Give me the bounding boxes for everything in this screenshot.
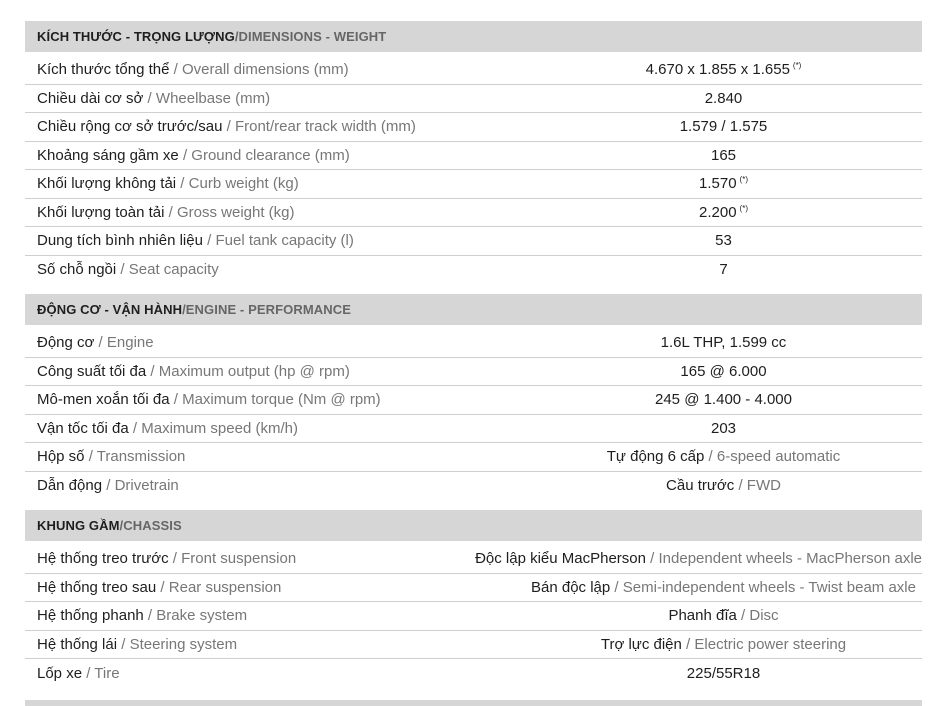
spec-value — [425, 607, 922, 624]
spec-label-vn: Hệ thống treo sau — [37, 578, 157, 596]
spec-row — [25, 113, 922, 142]
section-title-en: CHASSIS — [123, 518, 182, 533]
footnote-mark: (*) — [739, 203, 748, 213]
value-separator: / — [734, 477, 747, 495]
spec-label-en: Maximum speed (km/h) — [141, 419, 298, 437]
spec-row — [25, 631, 922, 660]
spec-value-en: Semi-independent wheels - Twist beam axle — [622, 578, 916, 596]
label-separator: / — [169, 61, 182, 79]
spec-value-main: 203 — [710, 419, 737, 437]
spec-label-en: Ground clearance (mm) — [191, 146, 350, 164]
spec-value-main: 165 @ 6.000 — [680, 362, 767, 380]
spec-value-main: 4.670 x 1.855 x 1.655 — [645, 61, 790, 79]
section-header — [25, 294, 922, 325]
spec-value — [425, 477, 922, 494]
spec-label — [25, 90, 425, 107]
value-separator: / — [704, 448, 717, 466]
label-separator: / — [168, 550, 182, 568]
spec-value — [425, 363, 922, 380]
label-separator: / — [156, 578, 169, 596]
spec-value-main: 225/55R18 — [686, 664, 761, 682]
spec-label-vn: Chiều rộng cơ sở trước/sau — [37, 118, 223, 136]
spec-label-en: Curb weight (kg) — [188, 175, 299, 193]
section-title-vn: KÍCH THƯỚC - TRỌNG LƯỢNG — [37, 29, 235, 44]
spec-value-main: 1.6L THP, 1.599 cc — [660, 334, 787, 352]
label-separator: / — [143, 89, 156, 107]
spec-label — [25, 448, 425, 465]
spec-label — [25, 61, 425, 78]
spec-value — [425, 118, 922, 135]
spec-row — [25, 227, 922, 256]
spec-label-en: Front/rear track width (mm) — [234, 118, 416, 136]
label-separator: / — [102, 477, 115, 495]
spec-row — [25, 443, 922, 472]
spec-label — [25, 391, 425, 408]
spec-label-vn: Động cơ — [37, 334, 95, 352]
spec-label-vn: Khối lượng không tải — [37, 175, 177, 193]
spec-label-vn: Số chỗ ngồi — [37, 261, 117, 279]
spec-label-vn: Khối lượng toàn tải — [37, 203, 165, 221]
footnote-mark: (*) — [792, 61, 802, 71]
spec-label — [25, 550, 375, 567]
title-separator: / — [119, 518, 124, 533]
section-header — [25, 510, 922, 541]
spec-row — [25, 199, 922, 228]
spec-value-en: Electric power steering — [694, 635, 847, 653]
spec-value-en: Independent wheels - MacPherson axle — [658, 550, 922, 568]
label-separator: / — [169, 391, 183, 409]
spec-label — [25, 147, 425, 164]
spec-label — [25, 636, 425, 653]
label-separator: / — [202, 232, 216, 250]
spec-value — [425, 665, 922, 682]
spec-value — [425, 420, 922, 437]
label-separator: / — [176, 175, 189, 193]
label-separator: / — [84, 448, 97, 466]
spec-label-en: Tire — [94, 664, 120, 682]
spec-row — [25, 415, 922, 444]
spec-label-vn: Hộp số — [37, 448, 85, 466]
section-gap — [25, 500, 922, 510]
spec-value — [425, 636, 922, 653]
label-separator: / — [94, 334, 107, 352]
spec-value — [425, 204, 922, 221]
spec-label-vn: Khoảng sáng gầm xe — [37, 146, 179, 164]
spec-value-en: Disc — [749, 607, 779, 625]
spec-value — [375, 550, 922, 567]
section-title-vn: KHUNG GẦM — [37, 518, 120, 533]
spec-label-en: Fuel tank capacity (l) — [215, 232, 354, 250]
spec-value-main: 245 @ 1.400 - 4.000 — [655, 391, 792, 409]
value-separator: / — [736, 607, 750, 625]
spec-label — [25, 607, 425, 624]
section-header — [25, 21, 922, 52]
spec-value-main: 2.840 — [704, 89, 743, 107]
footnote-mark: (*) — [739, 175, 748, 185]
spec-label-vn: Mô-men xoắn tối đa — [37, 391, 170, 409]
bottom-divider — [25, 700, 922, 706]
spec-label-en: Wheelbase (mm) — [155, 89, 271, 107]
spec-row — [25, 545, 922, 574]
spec-label-en: Engine — [106, 334, 154, 352]
label-separator: / — [178, 146, 192, 164]
spec-row — [25, 602, 922, 631]
spec-value — [425, 175, 922, 192]
spec-label-en: Maximum torque (Nm @ rpm) — [182, 391, 381, 409]
spec-value-main: Cầu trước — [666, 477, 735, 495]
spec-row — [25, 170, 922, 199]
spec-value — [425, 579, 922, 596]
spec-label — [25, 665, 425, 682]
spec-value-main: 1.570 — [699, 175, 737, 193]
spec-value — [425, 147, 922, 164]
value-separator: / — [610, 578, 623, 596]
spec-value-main: Tự động 6 cấp — [606, 448, 705, 466]
spec-label-vn: Dẫn động — [37, 477, 103, 495]
spec-label-en: Steering system — [129, 635, 238, 653]
spec-value-main: 1.579 / 1.575 — [679, 118, 768, 136]
spec-value — [425, 90, 922, 107]
value-separator: / — [645, 550, 659, 568]
spec-label-en: Transmission — [96, 448, 186, 466]
spec-row — [25, 386, 922, 415]
label-separator: / — [143, 607, 157, 625]
spec-value-main: Trợ lực điện — [600, 635, 682, 653]
spec-value — [425, 261, 922, 278]
spec-row — [25, 329, 922, 358]
label-separator: / — [128, 419, 142, 437]
spec-value — [425, 391, 922, 408]
spec-label — [25, 232, 425, 249]
section-engine-performance — [25, 294, 922, 500]
label-separator: / — [164, 203, 177, 221]
spec-value-main: 7 — [719, 261, 728, 279]
spec-row — [25, 472, 922, 501]
spec-label-vn: Lốp xe — [37, 664, 83, 682]
spec-row — [25, 56, 922, 85]
title-separator: / — [234, 29, 239, 44]
spec-label — [25, 204, 425, 221]
spec-label-en: Brake system — [156, 607, 248, 625]
spec-label-vn: Chiều dài cơ sở — [37, 89, 144, 107]
spec-label — [25, 175, 425, 192]
spec-label — [25, 420, 425, 437]
spec-value — [425, 334, 922, 351]
spec-value — [425, 448, 922, 465]
spec-label-en: Drivetrain — [114, 477, 179, 495]
spec-sheet — [25, 21, 922, 688]
spec-label — [25, 118, 425, 135]
value-separator: / — [681, 635, 695, 653]
spec-label — [25, 334, 425, 351]
spec-value-en: 6-speed automatic — [716, 448, 841, 466]
spec-row — [25, 256, 922, 285]
spec-label-vn: Hệ thống treo trước — [37, 550, 169, 568]
spec-label-en: Front suspension — [181, 550, 297, 568]
spec-label-en: Maximum output (hp @ rpm) — [158, 362, 350, 380]
spec-value-main: Bán độc lập — [531, 578, 611, 596]
spec-label — [25, 261, 425, 278]
spec-label — [25, 477, 425, 494]
spec-label-vn: Công suất tối đa — [37, 362, 147, 380]
spec-label-vn: Hệ thống phanh — [37, 607, 144, 625]
spec-value — [425, 232, 922, 249]
spec-value-main: 2.200 — [699, 203, 737, 221]
spec-row — [25, 358, 922, 387]
section-title-en: ENGINE - PERFORMANCE — [185, 302, 352, 317]
spec-row — [25, 142, 922, 171]
spec-label — [25, 579, 425, 596]
spec-value-en: FWD — [746, 477, 781, 495]
section-title-vn: ĐỘNG CƠ - VẬN HÀNH — [37, 302, 183, 317]
spec-label-vn: Dung tích bình nhiên liệu — [37, 232, 203, 250]
spec-value-main: 53 — [715, 232, 732, 250]
spec-row — [25, 574, 922, 603]
spec-label-en: Seat capacity — [128, 261, 219, 279]
label-separator: / — [222, 118, 235, 136]
spec-value-main: Phanh đĩa — [668, 607, 737, 625]
label-separator: / — [116, 261, 129, 279]
label-separator: / — [146, 362, 159, 380]
section-dimensions-weight — [25, 21, 922, 284]
title-separator: / — [182, 302, 186, 317]
spec-row — [25, 659, 922, 688]
spec-label — [25, 363, 425, 380]
section-chassis — [25, 510, 922, 688]
spec-label-en: Rear suspension — [168, 578, 282, 596]
spec-value-main: Độc lập kiểu MacPherson — [475, 550, 646, 568]
spec-row — [25, 85, 922, 114]
label-separator: / — [82, 664, 95, 682]
spec-label-vn: Vận tốc tối đa — [37, 419, 129, 437]
spec-value-main: 165 — [710, 146, 737, 164]
label-separator: / — [117, 635, 130, 653]
spec-label-vn: Kích thước tổng thể — [37, 61, 170, 79]
spec-value — [425, 61, 922, 78]
spec-label-en: Gross weight (kg) — [176, 203, 295, 221]
spec-label-en: Overall dimensions (mm) — [181, 61, 349, 79]
section-gap — [25, 284, 922, 294]
section-title-en: DIMENSIONS - WEIGHT — [238, 29, 387, 44]
spec-label-vn: Hệ thống lái — [37, 635, 118, 653]
